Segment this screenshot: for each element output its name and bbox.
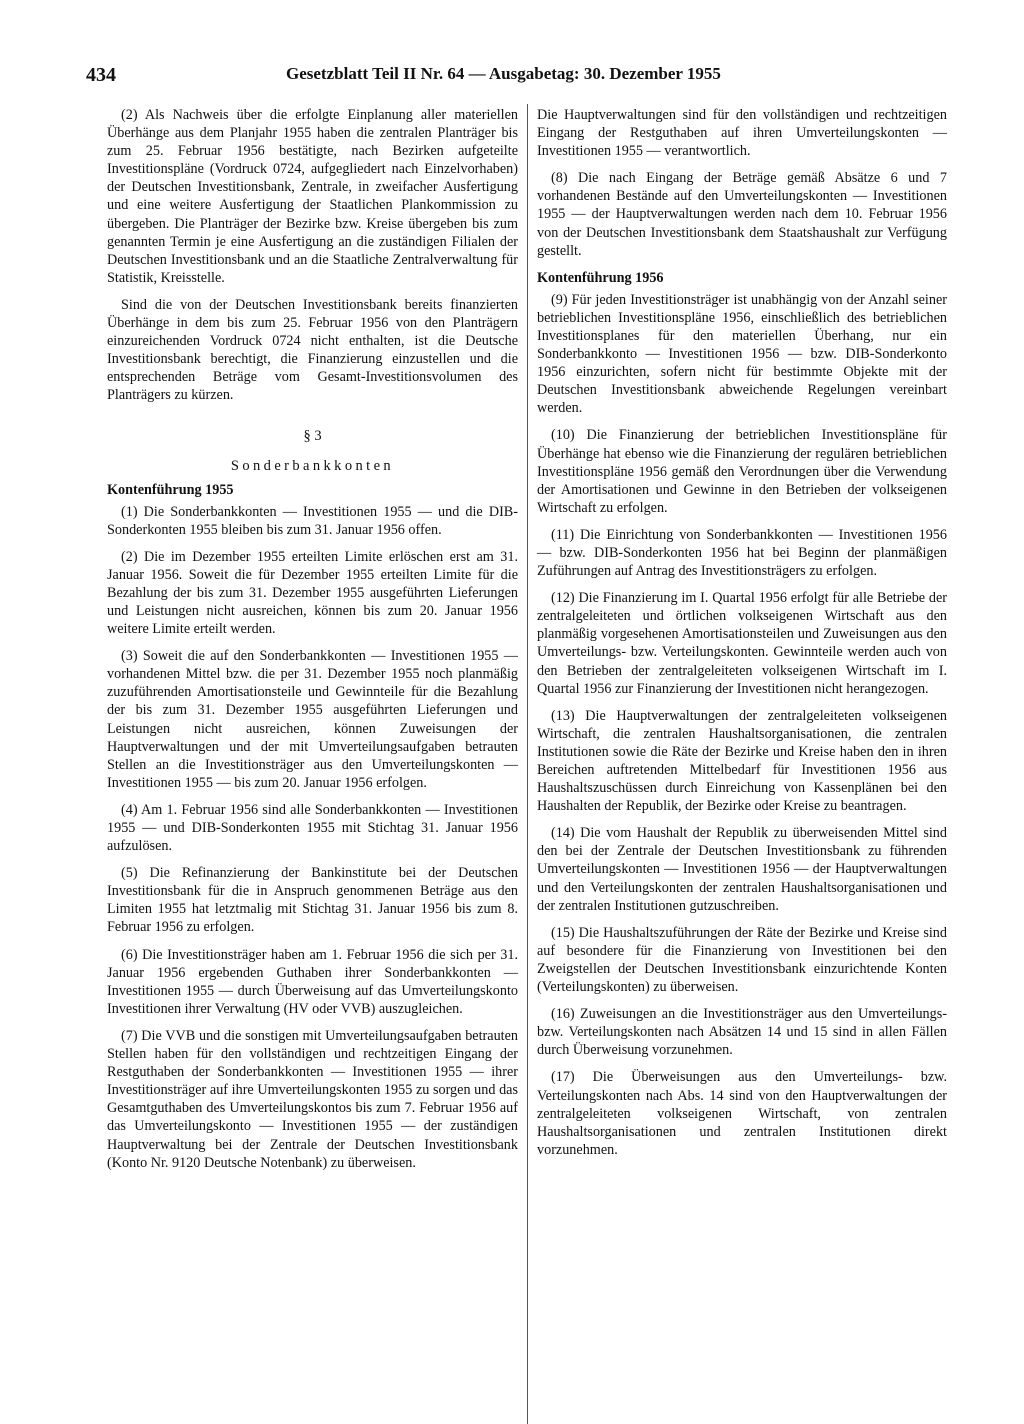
paragraph-s7: (7) Die VVB und die sonstigen mit Umverteilungsaufgaben betrauten Stellen haben für den vollständigen und rechtzeitigen Eingang der Restguthaben der Sonderbankkonten — Investitionen 1955 — ihrer Investitionsträger auf ihre Umverteilungskonten 1955 zu sorgen und das Gesamtguthaben des Umverteilungskontos bis zum 7. Februar 1956 auf das Umverteilungskonto — Investitionen 1955 — der zuständigen Hauptverwaltung bei der Zentrale der Deutschen Investitionsbank (Konto Nr. 9120 Deutsche Notenbank) zu überweisen. xyxy=(107,1027,518,1171)
paragraph-s6: (6) Die Investitionsträger haben am 1. Februar 1956 die sich per 31. Januar 1956 ergebenden Guthaben ihrer Sonderbankkonten — Investitionen 1955 — durch Überweisung auf das Umverteilungskonto Investitionen ihrer Verwaltung (HV oder VVB) auszugleichen. xyxy=(107,946,518,1017)
section-number: § 3 xyxy=(303,427,322,444)
paragraph-2: (2) Als Nachweis über die erfolgte Einplanung aller materiellen Überhänge aus dem Planjahr 1955 haben die zentralen Planträger bis zum 25. Februar 1956 bestätigte, nach Bezirken aufgeteilte Investitionspläne (Vordruck 0724, aufgegliedert nach Einzelvorhaben) der Deutschen Investitionsbank, Zentrale, in zweifacher Ausfertigung und eine weitere Ausfertigung der Staatlichen Plankommission zu übergeben. Die Planträger der Bezirke bzw. Kreise übergeben bis zum genannten Termin je eine Ausfertigung an die zuständigen Filialen der Deutschen Investitionsbank und an die Staatliche Zentralverwaltung für Statistik, Kreisstelle. xyxy=(107,107,518,286)
section-title: Sonderbankkonten xyxy=(230,457,395,474)
paragraph-s5: (5) Die Refinanzierung der Bankinstitute bei der Deutschen Investitionsbank für die in Anspruch genommenen Beträge aus den Limiten 1955 hat letztmalig mit Stichtag 31. Januar 1956 bis zum 8. Februar 1956 zu erfolgen. xyxy=(107,865,518,936)
paragraph-s1: (1) Die Sonderbankkonten — Investitionen 1955 — und die DIB-Sonderkonten 1955 bleiben bis zum 31. Januar 1956 offen. xyxy=(107,503,518,538)
paragraph-r8: (8) Die nach Eingang der Beträge gemäß Absätze 6 und 7 vorhandenen Bestände auf den Umverteilungskonten — Investitionen 1955 — der Hauptverwaltungen werden nach dem 10. Februar 1956 von der Deutschen Investitionsbank dem Staatshaushalt zur Verfügung gestellt. xyxy=(537,170,947,259)
paragraph-s2: (2) Die im Dezember 1955 erteilten Limite erlöschen erst am 31. Januar 1956. Soweit die für Dezember 1955 erteilten Limite für die Bezahlung der bis zum 31. Dezember 1955 ausgeführten Lieferungen und Leistungen nicht ausreichen, können bis zum 20. Januar 1956 weitere Limite erteilt werden. xyxy=(107,548,518,638)
paragraph-r14: (14) Die vom Haushalt der Republik zu überweisenden Mittel sind den bei der Zentrale der Deutschen Investitionsbank zu führenden Umverteilungskonten — Investitionen 1956 — der Hauptverwaltungen und den Verteilungskonten der zentralen Haushaltsorganisationen und der zentralen Institutionen gutzuschreiben. xyxy=(537,825,947,914)
page-header xyxy=(86,62,970,90)
subheading-1955: Kontenführung 1955 xyxy=(107,481,234,498)
paragraph-r0: Die Hauptverwaltungen sind für den vollständigen und rechtzeitigen Eingang der Restguthaben auf ihren Umverteilungskonten — Investitionen 1955 — verantwortlich. xyxy=(537,107,947,160)
paragraph-r12: (12) Die Finanzierung im I. Quartal 1956 erfolgt für alle Betriebe der zentralgeleiteten und örtlichen volkseigenen Wirtschaft aus den planmäßig vorgesehenen Amortisationsteilen und Zuweisungen aus den Umverteilungs- bzw. Verteilungskonten. Gewinnteile werden auch von den Betrieben der zentralgeleiteten volkseigenen Wirtschaft im I. Quartal 1956 zur Finanzierung der Investitionen nicht herangezogen. xyxy=(537,590,947,697)
gazette-title: Gesetzblatt Teil II Nr. 64 — Ausgabetag: 30. Dezember 1955 xyxy=(286,64,721,83)
right-column xyxy=(537,106,947,1168)
page-number: 434 xyxy=(86,64,116,86)
column-divider xyxy=(527,104,528,1424)
subheading-1956: Kontenführung 1956 xyxy=(537,269,664,286)
paragraph-s3: (3) Soweit die auf den Sonderbankkonten — Investitionen 1955 — vorhandenen Mittel bzw. die per 31. Dezember 1955 noch planmäßig zuzuführenden Amortisationsteile und Gewinnteile für die Bezahlung der bis zum 31. Dezember 1955 ausgeführten Lieferungen und Leistungen nicht ausreichen, können Zuweisungen der Hauptverwaltungen und der mit Umverteilungsaufgaben betrauten Stellen an die Investitionsträger aus den Umverteilungskonten — Investitionen 1955 — bis zum 20. Januar 1956 erfolgen. xyxy=(107,648,518,791)
paragraph-r15: (15) Die Haushaltszuführungen der Räte der Bezirke und Kreise sind auf besondere für die Finanzierung von Investitionen bei den Zweigstellen der Deutschen Investitionsbank einzurichtende Konten (Verteilungskonten) zu überweisen. xyxy=(537,924,947,996)
paragraph-r11: (11) Die Einrichtung von Sonderbankkonten — Investitionen 1956 — bzw. DIB-Sonderkonten 1956 hat bei Beginn der planmäßigen Zuführungen auf Antrag des Investitionsträgers zu erfolgen. xyxy=(537,526,947,580)
paragraph-r17: (17) Die Überweisungen aus den Umverteilungs- bzw. Verteilungskonten nach Abs. 14 sind von den Hauptverwaltungen der zentralgeleiteten volkseigenen Wirtschaft, von zentralen Haushaltsorganisationen und zentralen Institutionen direkt vorzunehmen. xyxy=(537,1069,947,1158)
paragraph-r16: (16) Zuweisungen an die Investitionsträger aus den Umverteilungs- bzw. Verteilungskonten nach Absätzen 14 und 15 sind in allen Fällen durch Überweisung vorzunehmen. xyxy=(537,1006,947,1059)
paragraph-r10: (10) Die Finanzierung der betrieblichen Investitionspläne für Überhänge hat ebenso wie die Finanzierung der regulären betrieblichen Investitionspläne 1956 gemäß den Verordnungen über die Verwendung der Amortisationen und Gewinne in den Betrieben der volkseigenen Wirtschaft zu erfolgen. xyxy=(537,427,947,516)
paragraph-2-continued: Sind die von der Deutschen Investitionsbank bereits finanzierten Überhänge in dem bis zum 25. Februar 1956 von den Planträgern einzureichenden Vordruck 0724 nicht enthalten, ist die Deutsche Investitionsbank berechtigt, die Finanzierung einzustellen und die entsprechenden Beträge vom Gesamt-Investitionsvolumen des Planträgers zu kürzen. xyxy=(107,296,518,404)
paragraph-r13: (13) Die Hauptverwaltungen der zentralgeleiteten volkseigenen Wirtschaft, die zentralen Haushaltsorganisationen, die zentralen Institutionen sowie die Räte der Bezirke und Kreise haben den in ihren Bereichen auftretenden Mittelbedarf für Investitionen 1956 aus Haushaltszuschüssen durch Einreichung von Kassenplänen bei den Haushalten der Republik, der Bezirke oder Kreise zu beantragen. xyxy=(537,707,947,815)
paragraph-r9: (9) Für jeden Investitionsträger ist unabhängig von der Anzahl seiner betrieblichen Investitionspläne 1956, einschließlich des betrieblichen Investitionsplanes für den materiellen Überhang, nur ein Sonderbankkonto — Investitionen 1956 — bzw. DIB-Sonderkonto 1956 einzurichten, sofern nicht für bestimmte Objekte mit der Deutschen Investitionsbank abweichende Regelungen vereinbart werden. xyxy=(537,291,947,417)
paragraph-s4: (4) Am 1. Februar 1956 sind alle Sonderbankkonten — Investitionen 1955 — und DIB-Sonderkonten 1955 mit Stichtag 31. Januar 1956 aufzulösen. xyxy=(107,801,518,855)
left-column xyxy=(107,106,518,1181)
